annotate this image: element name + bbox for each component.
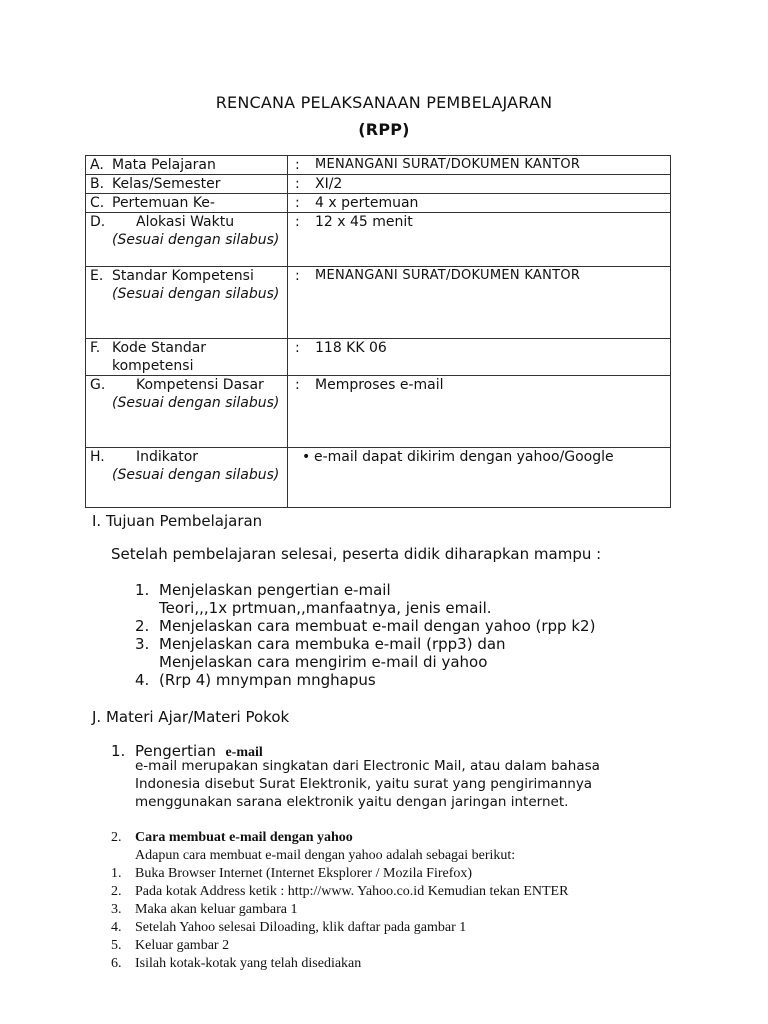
list-item-continued: Menjelaskan cara mengirim e-mail di yahoo (159, 653, 488, 671)
row-value: MENANGANI SURAT/DOKUMEN KANTOR (315, 268, 581, 283)
row-label: Indikator (136, 449, 199, 465)
list-item: 1. Menjelaskan pengertian e-mail (135, 581, 391, 599)
row-key: E. (90, 268, 104, 284)
row-note: (Sesuai dengan silabus) (112, 232, 280, 248)
row-label: Mata Pelajaran (112, 157, 216, 173)
table-row (86, 448, 671, 508)
row-note: (Sesuai dengan silabus) (112, 467, 280, 483)
row-key: C. (90, 195, 105, 211)
row-value: 118 KK 06 (315, 340, 387, 356)
bullet-icon: • (302, 449, 311, 465)
table-row (86, 194, 671, 213)
table-row (86, 376, 671, 448)
list-item: 5. Keluar gambar 2 (111, 938, 230, 953)
row-value: 4 x pertemuan (315, 195, 419, 211)
section-i-intro: Setelah pembelajaran selesai, peserta didik diharapkan mampu : (111, 545, 602, 563)
list-item: 6. Isilah kotak-kotak yang telah disediakan (111, 956, 362, 971)
row-note: (Sesuai dengan silabus) (112, 286, 280, 302)
row-key: H. (90, 449, 105, 465)
row-label: Standar Kompetensi (112, 268, 254, 284)
row-key: D. (90, 214, 106, 230)
row-value: 12 x 45 menit (315, 214, 413, 230)
row-key: F. (90, 340, 101, 356)
row-colon: : (295, 214, 300, 230)
row-value: Memproses e-mail (315, 377, 444, 393)
subsection-2-intro: Adapun cara membuat e-mail dengan yahoo adalah sebagai berikut: (135, 848, 516, 863)
row-colon: : (295, 176, 300, 192)
row-label: Pertemuan Ke- (112, 195, 215, 211)
section-j-heading: J. Materi Ajar/Materi Pokok (92, 708, 290, 726)
table-row (86, 339, 671, 376)
row-value: e-mail dapat dikirim dengan yahoo/Google (314, 449, 614, 465)
list-item: 1. Buka Browser Internet (Internet Eksplorer / Mozila Firefox) (111, 866, 473, 881)
row-label: Kelas/Semester (112, 176, 221, 192)
document-title: RENCANA PELAKSANAAN PEMBELAJARAN (215, 93, 553, 112)
row-key: G. (90, 377, 106, 393)
table-row (86, 175, 671, 194)
list-item: 4. Setelah Yahoo selesai Diloading, klik daftar pada gambar 1 (111, 920, 467, 935)
row-note: (Sesuai dengan silabus) (112, 395, 280, 411)
row-colon: : (295, 377, 300, 393)
table-row (86, 267, 671, 339)
list-item: 3. Maka akan keluar gambara 1 (111, 902, 298, 917)
table-row (86, 156, 671, 175)
row-colon: : (295, 340, 300, 356)
document-subtitle: (RPP) (358, 120, 410, 139)
rpp-info-table (85, 155, 671, 508)
subsection-1-heading: 1. Pengertian e-mail (111, 742, 263, 760)
list-item: 3. Menjelaskan cara membuka e-mail (rpp3) dan (135, 635, 506, 653)
row-colon: : (295, 157, 300, 173)
row-label: Kompetensi Dasar (136, 377, 264, 393)
row-key: A. (90, 157, 104, 173)
subsection-2 (111, 829, 568, 973)
row-colon: : (295, 195, 300, 211)
row-value: MENANGANI SURAT/DOKUMEN KANTOR (315, 157, 581, 172)
section-i-heading: I. Tujuan Pembelajaran (92, 512, 263, 530)
subsection-2-heading: 2. Cara membuat e-mail dengan yahoo (111, 830, 353, 845)
row-colon: : (295, 268, 300, 284)
objectives-list (135, 581, 595, 689)
row-value: XI/2 (315, 176, 343, 192)
row-label: Alokasi Waktu (136, 214, 235, 230)
subsection-1-body: e-mail merupakan singkatan dari Electronic Mail, atau dalam bahasa Indonesia disebut Surat Elektronik, yaitu surat yang pengirimannya menggunakan sarana elektronik yaitu dengan jaringan internet. (135, 758, 600, 810)
row-key: B. (90, 176, 105, 192)
list-item-continued: Teori,,,1x prtmuan,,manfaatnya, jenis email. (159, 599, 492, 617)
list-item: 4. (Rrp 4) mnympan mnghapus (135, 671, 376, 689)
row-label: Kode Standar kompetensi (112, 340, 207, 374)
table-row (86, 213, 671, 267)
list-item: 2. Menjelaskan cara membuat e-mail dengan yahoo (rpp k2) (135, 617, 596, 635)
list-item: 2. Pada kotak Address ketik : http://www. Yahoo.co.id Kemudian tekan ENTER (111, 884, 569, 899)
